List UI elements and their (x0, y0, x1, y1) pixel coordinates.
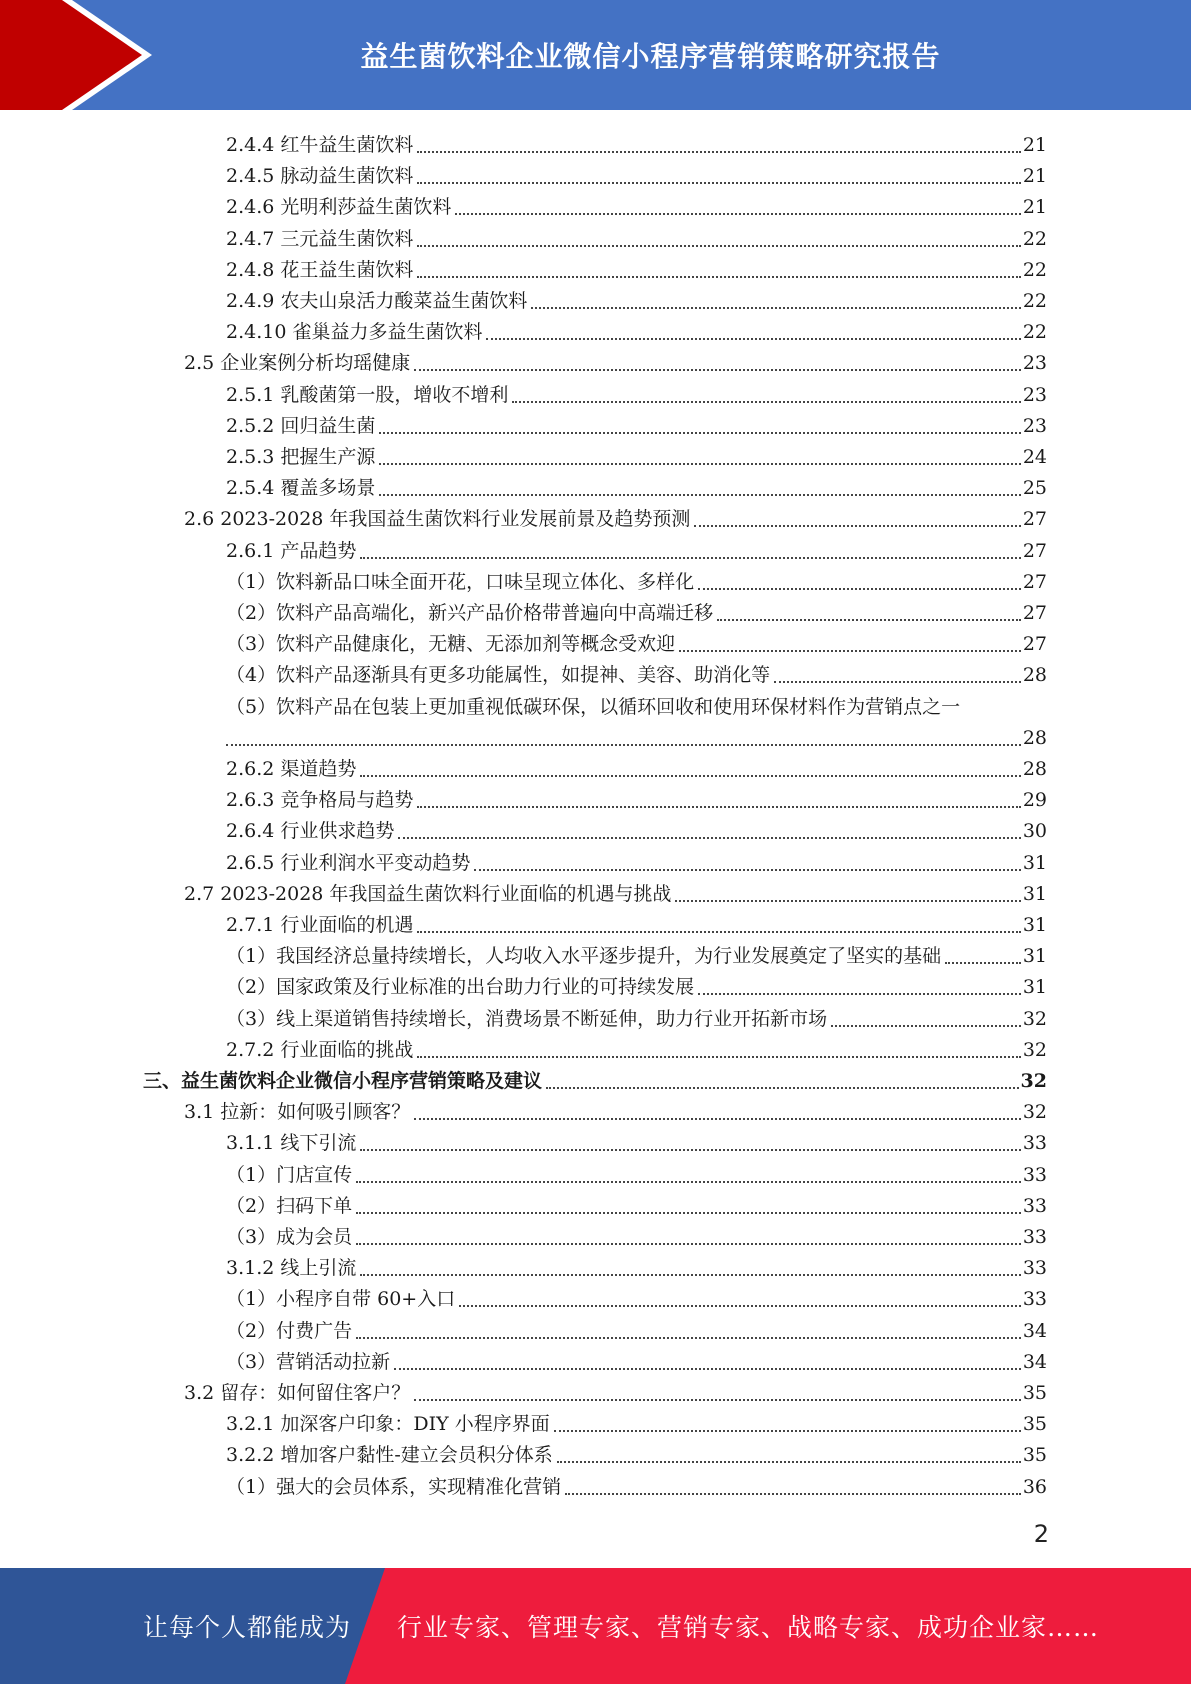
toc-page-number: 31 (1022, 851, 1047, 874)
toc-entry-title: （2）扫码下单 (226, 1194, 353, 1217)
toc-entry-title: 2.5.2 回归益生菌 (226, 414, 376, 437)
toc-entry[interactable] (226, 937, 1047, 968)
toc-entry[interactable] (226, 1343, 1047, 1374)
toc-page-number: 23 (1022, 352, 1047, 375)
toc-leader-dots (531, 306, 1020, 309)
toc-entry[interactable] (226, 251, 1047, 282)
toc-entry-title: （3）线上渠道销售持续增长，消费场景不断延伸，助力行业开拓新市场 (226, 1007, 828, 1030)
toc-entry-title: （3）成为会员 (226, 1226, 353, 1248)
toc-entry[interactable] (226, 844, 1047, 875)
toc-page-number: 33 (1022, 1132, 1047, 1155)
toc-entry[interactable] (226, 188, 1047, 219)
toc-entry[interactable] (226, 1218, 1047, 1249)
toc-page-number: 29 (1022, 789, 1047, 812)
toc-page-number: 22 (1022, 290, 1047, 312)
toc-leader-dots (360, 556, 1020, 559)
toc-entry[interactable] (226, 968, 1047, 999)
toc-entry-title: 2.7.1 行业面临的机遇 (226, 914, 414, 936)
toc-leader-dots (717, 618, 1021, 621)
toc-page-number: 28 (1022, 726, 1047, 749)
toc-page-number: 28 (1022, 758, 1047, 780)
toc-leader-dots (379, 462, 1020, 465)
toc-entry[interactable] (226, 1249, 1047, 1280)
toc-leader-dots (356, 1242, 1021, 1245)
toc-page-number: 21 (1022, 196, 1047, 219)
toc-entry-title: 2.6.5 行业利润水平变动趋势 (226, 851, 471, 874)
toc-entry-title: 三、益生菌饮料企业微信小程序营销策略及建议 (143, 1070, 543, 1092)
toc-page-number: 21 (1022, 134, 1047, 156)
toc-entry[interactable] (226, 313, 1047, 344)
footer-slogan-right: 行业专家、管理专家、营销专家、战略专家、成功企业家…… (397, 1613, 1100, 1642)
toc-page-number: 32 (1022, 1101, 1047, 1124)
toc-page-number: 32 (1022, 1038, 1047, 1061)
toc-leader-dots (675, 899, 1020, 902)
toc-page-number: 35 (1022, 1413, 1047, 1436)
toc-entry-title: 2.4.7 三元益生菌饮料 (226, 227, 414, 250)
toc-leader-dots (379, 493, 1020, 496)
toc-entry-title: 2.5 企业案例分析均瑶健康 (184, 352, 411, 375)
toc-entry-title: 3.1.2 线上引流 (226, 1257, 357, 1280)
toc-leader-dots (414, 368, 1021, 371)
toc-leader-dots (459, 1304, 1021, 1307)
toc-entry[interactable] (226, 282, 1047, 313)
toc-leader-dots (356, 1211, 1021, 1214)
toc-page-number: 31 (1022, 976, 1047, 999)
toc-entry[interactable] (226, 532, 1047, 563)
toc-entry[interactable] (226, 1468, 1047, 1499)
toc-leader-dots (698, 587, 1021, 590)
toc-entry-title: 2.6.2 渠道趋势 (226, 758, 357, 780)
toc-page-number: 35 (1022, 1444, 1047, 1467)
toc-entry-title: （2）饮料产品高端化，新兴产品价格带普遍向中高端迁移 (226, 602, 714, 624)
toc-entry[interactable] (226, 750, 1047, 781)
toc-leader-dots (417, 244, 1020, 247)
toc-entry[interactable] (184, 500, 1047, 531)
toc-entry[interactable] (226, 563, 1047, 594)
toc-entry-title: 3.2.2 增加客户黏性-建立会员积分体系 (226, 1444, 553, 1467)
toc-leader-dots (474, 868, 1020, 871)
toc-entry[interactable] (226, 1280, 1047, 1311)
toc-leader-dots (360, 1148, 1020, 1151)
toc-leader-dots (512, 400, 1020, 403)
toc-leader-dots (356, 1180, 1021, 1183)
toc-leader-dots (417, 150, 1020, 153)
toc-entry[interactable] (226, 376, 1047, 407)
toc-entry[interactable] (226, 1000, 1047, 1031)
toc-page-number: 28 (1022, 664, 1047, 687)
toc-leader-dots (565, 1492, 1021, 1495)
toc-entry[interactable] (226, 594, 1047, 625)
toc-entry-title: （2）付费广告 (226, 1319, 353, 1342)
toc-leader-dots (774, 680, 1021, 683)
toc-leader-dots (694, 524, 1020, 527)
toc-leader-dots (414, 1117, 1021, 1120)
toc-entry[interactable] (184, 1093, 1047, 1124)
toc-page-number: 33 (1022, 1163, 1047, 1186)
toc-entry-title: 2.5.1 乳酸菌第一股，增收不增利 (226, 383, 509, 406)
toc-entry-title: （5）饮料产品在包装上更加重视低碳环保，以循环回收和使用环保材料作为营销点之一 (226, 695, 961, 718)
toc-page-number: 27 (1022, 539, 1047, 562)
toc-leader-dots (455, 212, 1020, 215)
toc-leader-dots (417, 181, 1020, 184)
toc-leader-dots (417, 805, 1020, 808)
toc-page-number: 23 (1022, 414, 1047, 437)
toc-page-number: 22 (1022, 321, 1047, 344)
toc-leader-dots (554, 1429, 1021, 1432)
toc-page-number: 32 (1020, 1070, 1047, 1092)
toc-entry[interactable] (226, 688, 1047, 719)
toc-entry[interactable] (226, 656, 1047, 687)
footer-slogan-left: 让每个人都能成为 (143, 1613, 352, 1642)
toc-entry[interactable] (226, 1436, 1047, 1467)
toc-entry[interactable] (226, 906, 1047, 937)
toc-entry-title: 2.4.6 光明利莎益生菌饮料 (226, 196, 452, 219)
report-title: 益生菌饮料企业微信小程序营销策略研究报告 (360, 40, 941, 73)
toc-entry-title: 2.4.10 雀巢益力多益生菌饮料 (226, 321, 483, 344)
toc-page-number: 27 (1022, 633, 1047, 656)
toc-entry-title: （1）门店宣传 (226, 1163, 353, 1186)
toc-page-number: 22 (1022, 227, 1047, 250)
toc-leader-dots (698, 992, 1021, 995)
toc-page-number: 23 (1022, 383, 1047, 406)
toc-entry-title: 2.6.3 竞争格局与趋势 (226, 789, 414, 812)
toc-entry[interactable] (226, 625, 1047, 656)
toc-page-number: 33 (1022, 1194, 1047, 1217)
toc-entry[interactable] (226, 812, 1047, 843)
toc-entry[interactable] (184, 875, 1047, 906)
toc-page-number: 32 (1022, 1007, 1047, 1030)
toc-entry[interactable] (226, 1031, 1047, 1062)
header-red-chevron (0, 0, 150, 110)
toc-entry[interactable] (184, 1374, 1047, 1405)
toc-entry-title: 3.2 留存：如何留住客户？ (184, 1382, 411, 1404)
toc-page-number: 31 (1022, 914, 1047, 936)
toc-entry[interactable] (226, 126, 1047, 157)
toc-leader-dots (398, 836, 1020, 839)
toc-entry-title: 2.5.3 把握生产源 (226, 446, 376, 468)
toc-entry[interactable] (184, 344, 1047, 375)
toc-entry-title: （1）饮料新品口味全面开花，口味呈现立体化、多样化 (226, 570, 695, 593)
toc-entry-title: 2.4.9 农夫山泉活力酸菜益生菌饮料 (226, 290, 528, 312)
toc-entry-title: 2.6 2023-2028 年我国益生菌饮料行业发展前景及趋势预测 (184, 508, 691, 531)
toc-entry-title: 3.1 拉新：如何吸引顾客？ (184, 1101, 411, 1124)
toc-page-number: 21 (1022, 165, 1047, 188)
toc-leader-dots (379, 431, 1020, 434)
toc-leader-dots (679, 649, 1021, 652)
toc-leader-dots (414, 1398, 1021, 1401)
toc-entry[interactable] (226, 1187, 1047, 1218)
toc-entry-title: 2.4.4 红牛益生菌饮料 (226, 134, 414, 156)
toc-entry-title: 2.4.5 脉动益生菌饮料 (226, 165, 414, 188)
toc-entry[interactable] (226, 469, 1047, 500)
toc-entry-title: （3）营销活动拉新 (226, 1350, 391, 1373)
toc-leader-dots (486, 337, 1020, 340)
toc-entry[interactable] (226, 1124, 1047, 1155)
toc-entry-title: 3.2.1 加深客户印象：DIY 小程序界面 (226, 1413, 550, 1436)
toc-page-number: 34 (1022, 1319, 1047, 1342)
toc-leader-dots (417, 930, 1020, 933)
toc-page-number: 33 (1022, 1257, 1047, 1280)
toc-entry[interactable] (226, 407, 1047, 438)
toc-entry-title: 3.1.1 线下引流 (226, 1132, 357, 1155)
page-header (0, 0, 1191, 110)
toc-entry-title: 2.6.4 行业供求趋势 (226, 820, 395, 843)
toc-leader-dots (945, 961, 1021, 964)
toc-entry-title: 2.7 2023-2028 年我国益生菌饮料行业面临的机遇与挑战 (184, 882, 672, 905)
toc-entry-title: （1）强大的会员体系，实现精准化营销 (226, 1475, 562, 1498)
toc-entry-title: （2）国家政策及行业标准的出台助力行业的可持续发展 (226, 976, 695, 999)
toc-page-number: 36 (1022, 1475, 1047, 1498)
toc-entry[interactable] (226, 719, 1047, 750)
toc-entry[interactable] (226, 438, 1047, 469)
toc-leader-dots (831, 1024, 1021, 1027)
toc-entry-title: 2.7.2 行业面临的挑战 (226, 1038, 414, 1061)
toc-page-number: 27 (1022, 602, 1047, 624)
toc-entry-title: （4）饮料产品逐渐具有更多功能属性，如提神、美容、助消化等 (226, 664, 771, 687)
toc-entry[interactable] (226, 1156, 1047, 1187)
toc-page-number: 27 (1022, 570, 1047, 593)
toc-entry-title: （3）饮料产品健康化，无糖、无添加剂等概念受欢迎 (226, 633, 676, 656)
page-footer (0, 1568, 1191, 1684)
toc-leader-dots (226, 743, 1021, 746)
toc-page-number: 22 (1022, 258, 1047, 281)
toc-page-number: 25 (1022, 477, 1047, 500)
toc-entry[interactable] (226, 220, 1047, 251)
toc-entry-title: 2.4.8 花王益生菌饮料 (226, 258, 414, 281)
toc-entry-title: （1）我国经济总量持续增长，人均收入水平逐步提升，为行业发展奠定了坚实的基础 (226, 945, 942, 968)
toc-leader-dots (417, 1055, 1020, 1058)
toc-leader-dots (360, 774, 1020, 777)
toc-leader-dots (356, 1336, 1021, 1339)
toc-page-number: 31 (1022, 882, 1047, 905)
toc-entry[interactable] (226, 781, 1047, 812)
toc-leader-dots (557, 1460, 1021, 1463)
toc-leader-dots (417, 275, 1020, 278)
toc-entry[interactable] (226, 1405, 1047, 1436)
toc-page-number: 30 (1022, 820, 1047, 843)
toc-leader-dots (360, 1273, 1020, 1276)
toc-page-number: 24 (1022, 446, 1047, 468)
toc-entry-title: （1）小程序自带 60+入口 (226, 1288, 456, 1311)
toc-page-number: 35 (1022, 1382, 1047, 1404)
toc-page-number: 33 (1022, 1288, 1047, 1311)
toc-entry-title: 2.5.4 覆盖多场景 (226, 477, 376, 500)
toc-page-number: 27 (1022, 508, 1047, 531)
toc-page-number: 33 (1022, 1226, 1047, 1248)
toc-leader-dots (546, 1086, 1019, 1089)
toc-page-number: 34 (1022, 1350, 1047, 1373)
toc-entry[interactable] (226, 1312, 1047, 1343)
toc-entry-title: 2.6.1 产品趋势 (226, 539, 357, 562)
page-number: 2 (1033, 1520, 1049, 1548)
toc-page-number: 31 (1022, 945, 1047, 968)
toc-entry[interactable] (226, 157, 1047, 188)
toc-leader-dots (394, 1367, 1021, 1370)
toc-entry[interactable] (143, 1062, 1047, 1093)
